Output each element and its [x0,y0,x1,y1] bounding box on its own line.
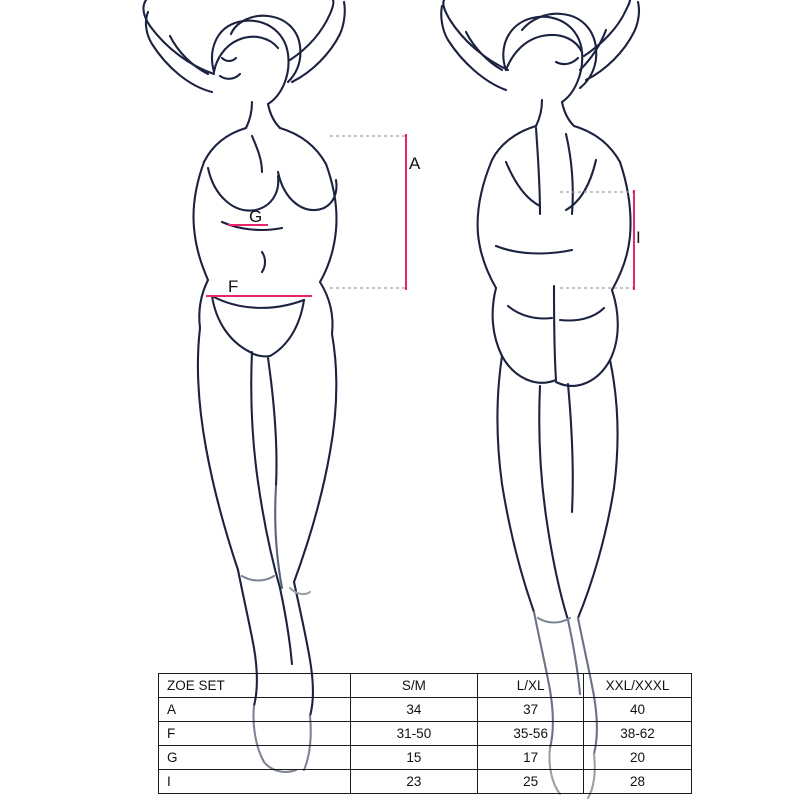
cell-a-sm: 34 [350,698,478,722]
row-label-f: F [159,722,351,746]
row-label-i: I [159,770,351,794]
table-header-title: ZOE SET [159,674,351,698]
cell-i-sm: 23 [350,770,478,794]
cell-a-lxl: 37 [478,698,584,722]
table-row [159,746,692,770]
measurement-label-g: G [249,207,263,226]
row-label-a: A [159,698,351,722]
cell-g-sm: 15 [350,746,478,770]
front-view-female-silhouette [143,0,344,772]
size-table [158,673,692,794]
cell-f-sm: 31-50 [350,722,478,746]
table-row [159,698,692,722]
cell-f-lxl: 35-56 [478,722,584,746]
measurement-label-a: A [409,154,421,173]
measurement-label-f: F [228,277,239,296]
row-label-g: G [159,746,351,770]
cell-i-lxl: 25 [478,770,584,794]
table-header-lxl: L/XL [478,674,584,698]
table-header-sm: S/M [350,674,478,698]
cell-g-lxl: 17 [478,746,584,770]
cell-a-xxlxxxl: 40 [584,698,692,722]
cell-g-xxlxxxl: 20 [584,746,692,770]
table-row [159,770,692,794]
table-header-xxlxxxl: XXL/XXXL [584,674,692,698]
cell-i-xxlxxxl: 28 [584,770,692,794]
measurement-label-i: I [636,228,641,247]
cell-f-xxlxxxl: 38-62 [584,722,692,746]
table-header-row [159,674,692,698]
table-row [159,722,692,746]
